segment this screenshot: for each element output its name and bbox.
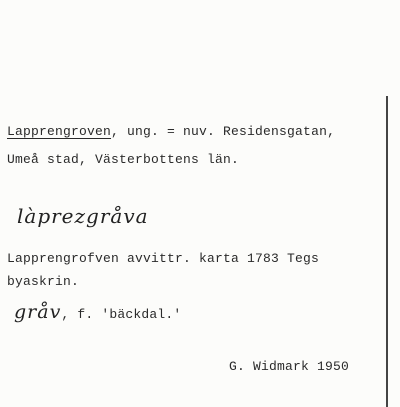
- phonetic-transcription-1: làprezgråva: [17, 204, 149, 228]
- phonetic-transcription-2: gråv: [14, 301, 62, 323]
- headword-gloss: , ung. = nuv. Residensgatan,: [111, 124, 336, 139]
- source-line-2: byaskrin.: [7, 274, 80, 289]
- entry-line-1: [7, 124, 335, 140]
- source-line-1: Lapprengrofven avvittr. karta 1783 Tegs: [7, 251, 320, 266]
- entry-line-2: Umeå stad, Västerbottens län.: [7, 152, 240, 167]
- signature: G. Widmark 1950: [229, 359, 350, 374]
- etymology-text: , f. 'bäckdal.': [61, 307, 182, 322]
- card-edge-line: [386, 96, 388, 407]
- headword: Lapprengroven: [7, 124, 112, 139]
- etymology-line: [14, 301, 182, 323]
